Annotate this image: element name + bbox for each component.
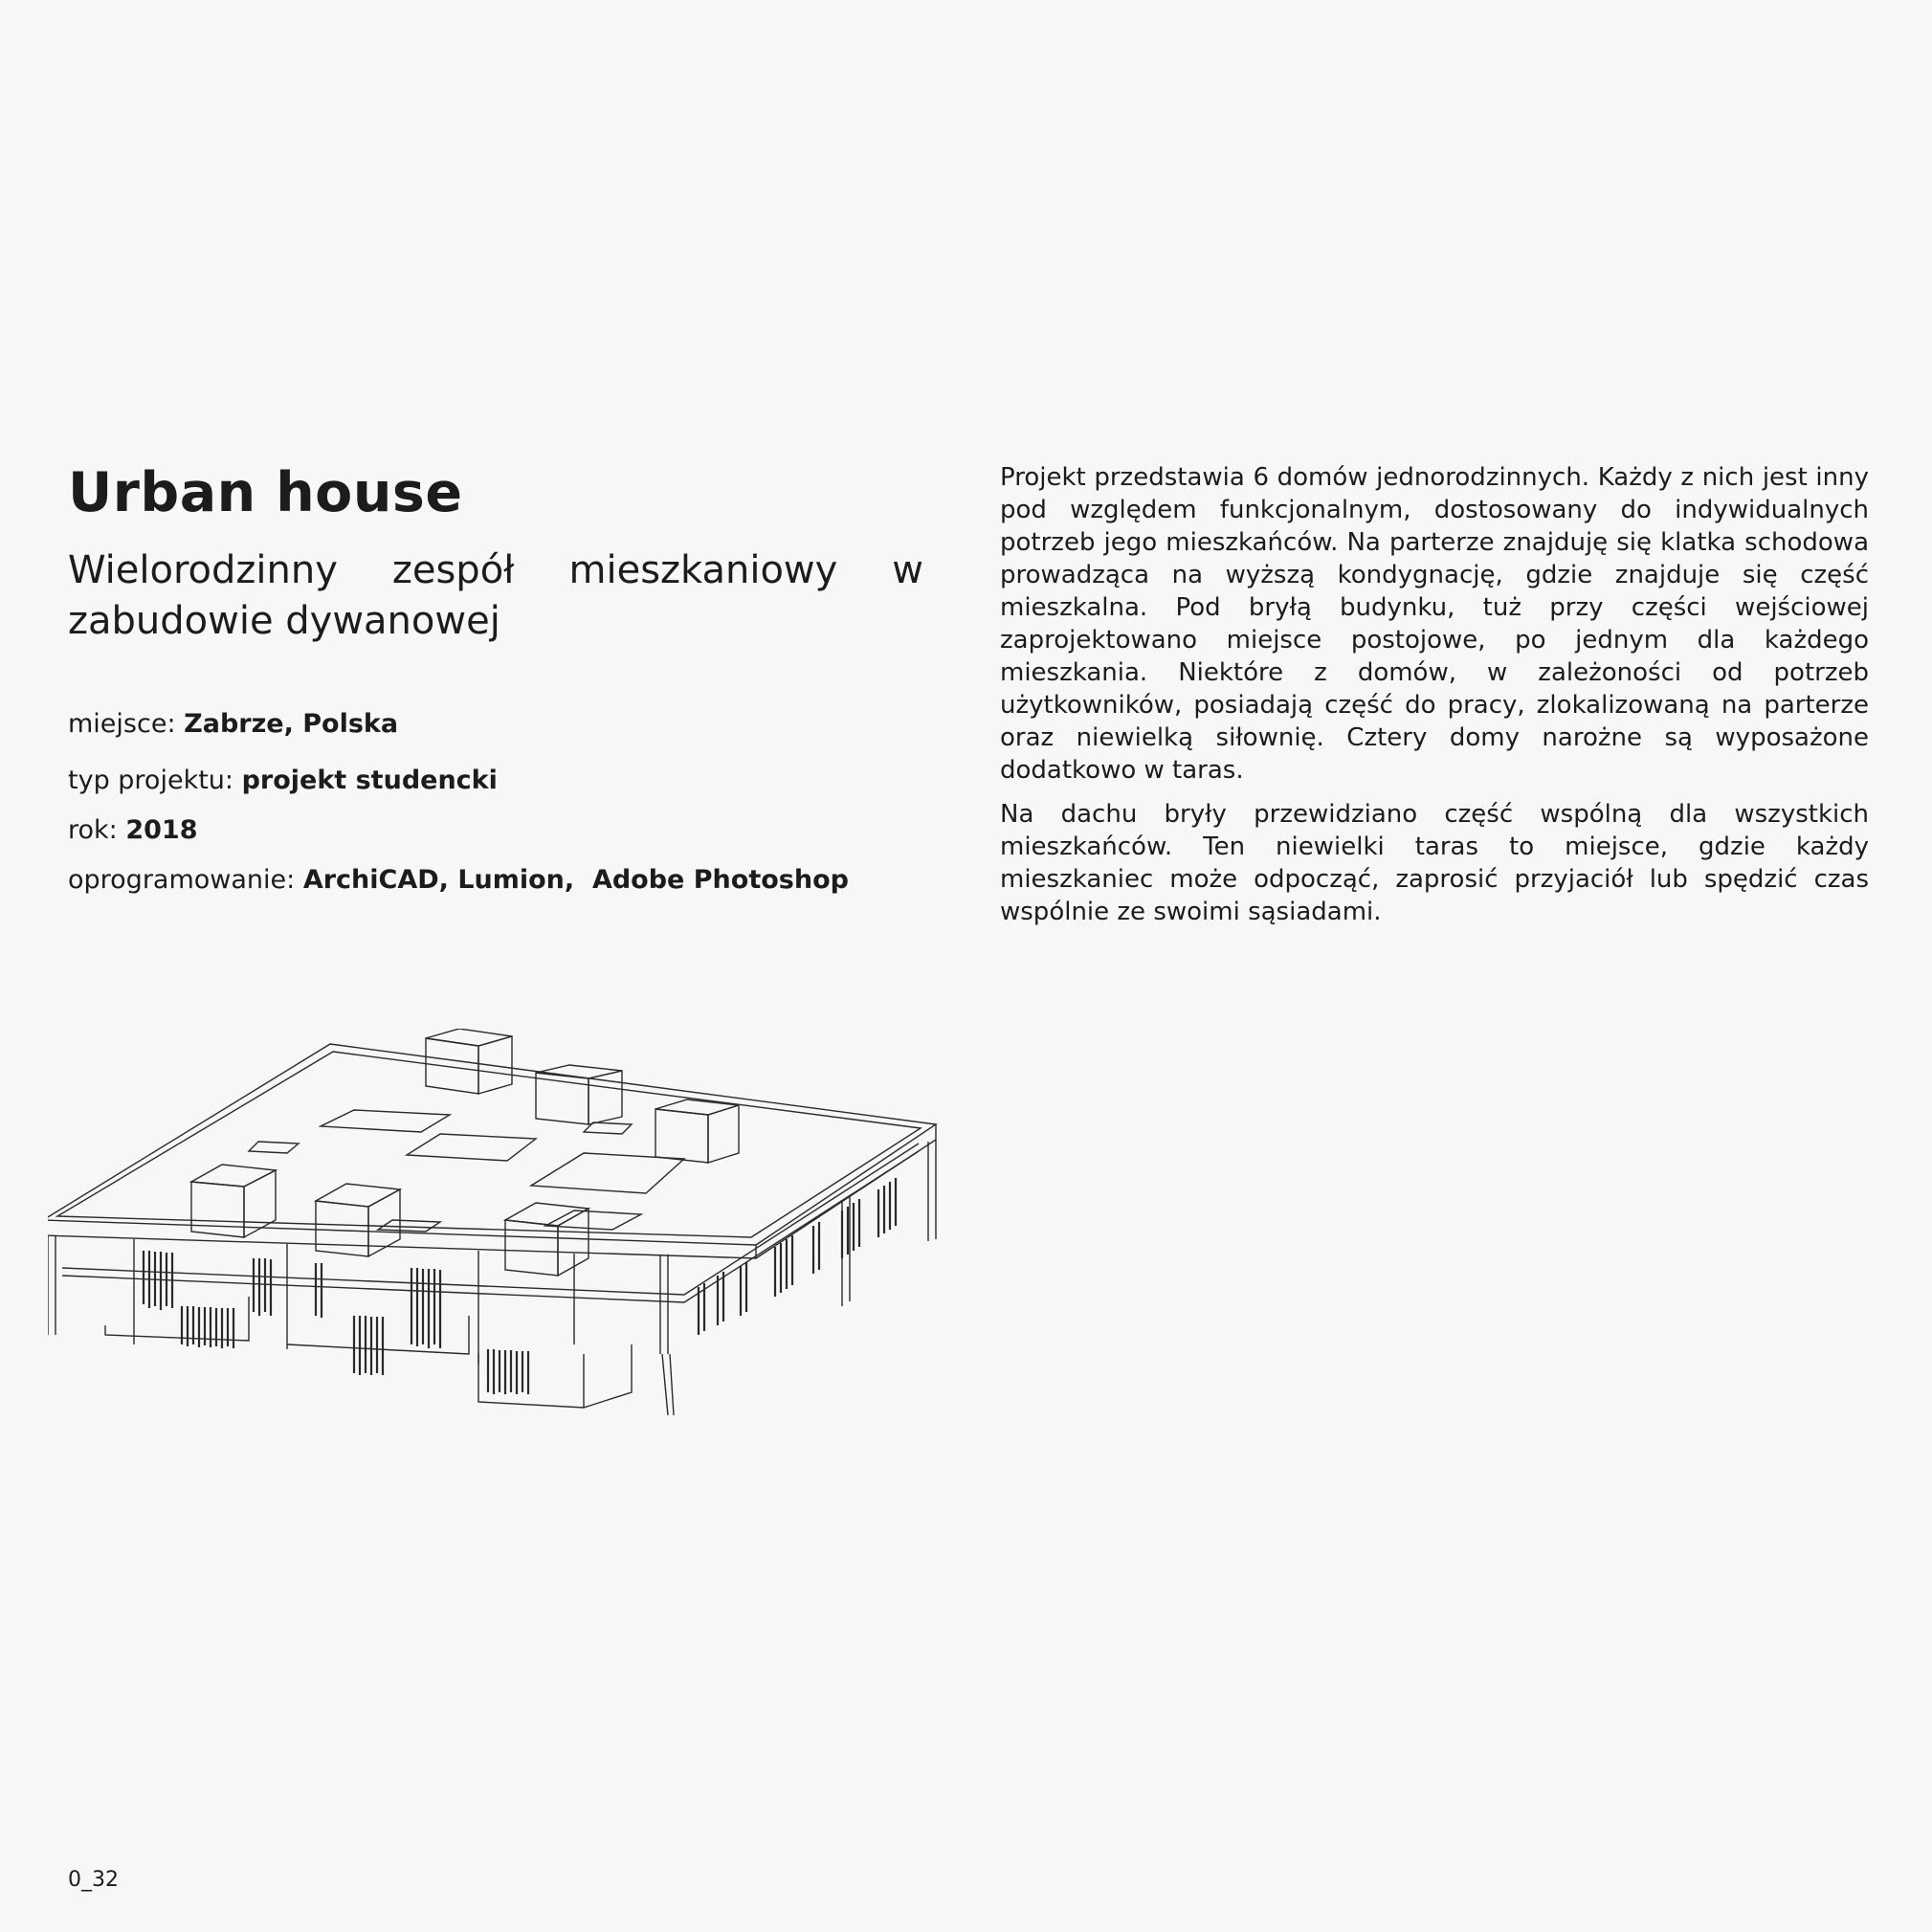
meta-location-value: Zabrze, Polska [184, 709, 399, 739]
meta-type-label: typ projektu: [68, 766, 233, 795]
meta-software-label: oprogramowanie: [68, 865, 296, 895]
project-title: Urban house [68, 461, 463, 524]
meta-software [68, 865, 849, 895]
project-subtitle: Wielorodzinny zespół mieszkaniowy w zabudowie dywanowej [68, 548, 923, 643]
meta-type-value: projekt studencki [241, 766, 498, 795]
description-paragraph-2: Na dachu bryły przewidziano część wspólną dla wszystkich mieszkańców. Ten niewielki taras to miejsce, gdzie każdy mieszkaniec może odpocząć, zaprosić przyjaciół lub spędzić czas wspólnie ze swoimi sąsiadami. [1000, 800, 1869, 926]
page-number: 0_32 [68, 1868, 119, 1892]
meta-location [68, 709, 398, 739]
meta-software-value: ArchiCAD, Lumion, Adobe Photoshop [302, 865, 849, 895]
meta-year-label: rok: [68, 815, 118, 845]
meta-project-type [68, 766, 498, 795]
meta-location-label: miejsce: [68, 709, 176, 739]
building-axonometric-drawing [48, 1029, 947, 1431]
description-paragraph-1: Projekt przedstawia 6 domów jednorodzinnych. Każdy z nich jest inny pod względem funkcjonalnym, dostosowany do indywidualnych potrzeb jego mieszkańców. Na parterze znajduję się klatka schodowa prowadząca na wyższą kondygnację, gdzie znajduje się część mieszkalna. Pod bryłą budynku, tuż przy części wejściowej zaprojektowano miejsce postojowe, po jednym dla każdego mieszkania. Niektóre z domów, w zależoności od potrzeb użytkowników, posiadają część do pracy, zlokalizowaną na parterze oraz niewielką siłownię. Cztery domy narożne są wyposażone dodatkowo w taras. [1000, 463, 1869, 785]
meta-year [68, 815, 198, 845]
meta-year-value: 2018 [125, 815, 198, 845]
